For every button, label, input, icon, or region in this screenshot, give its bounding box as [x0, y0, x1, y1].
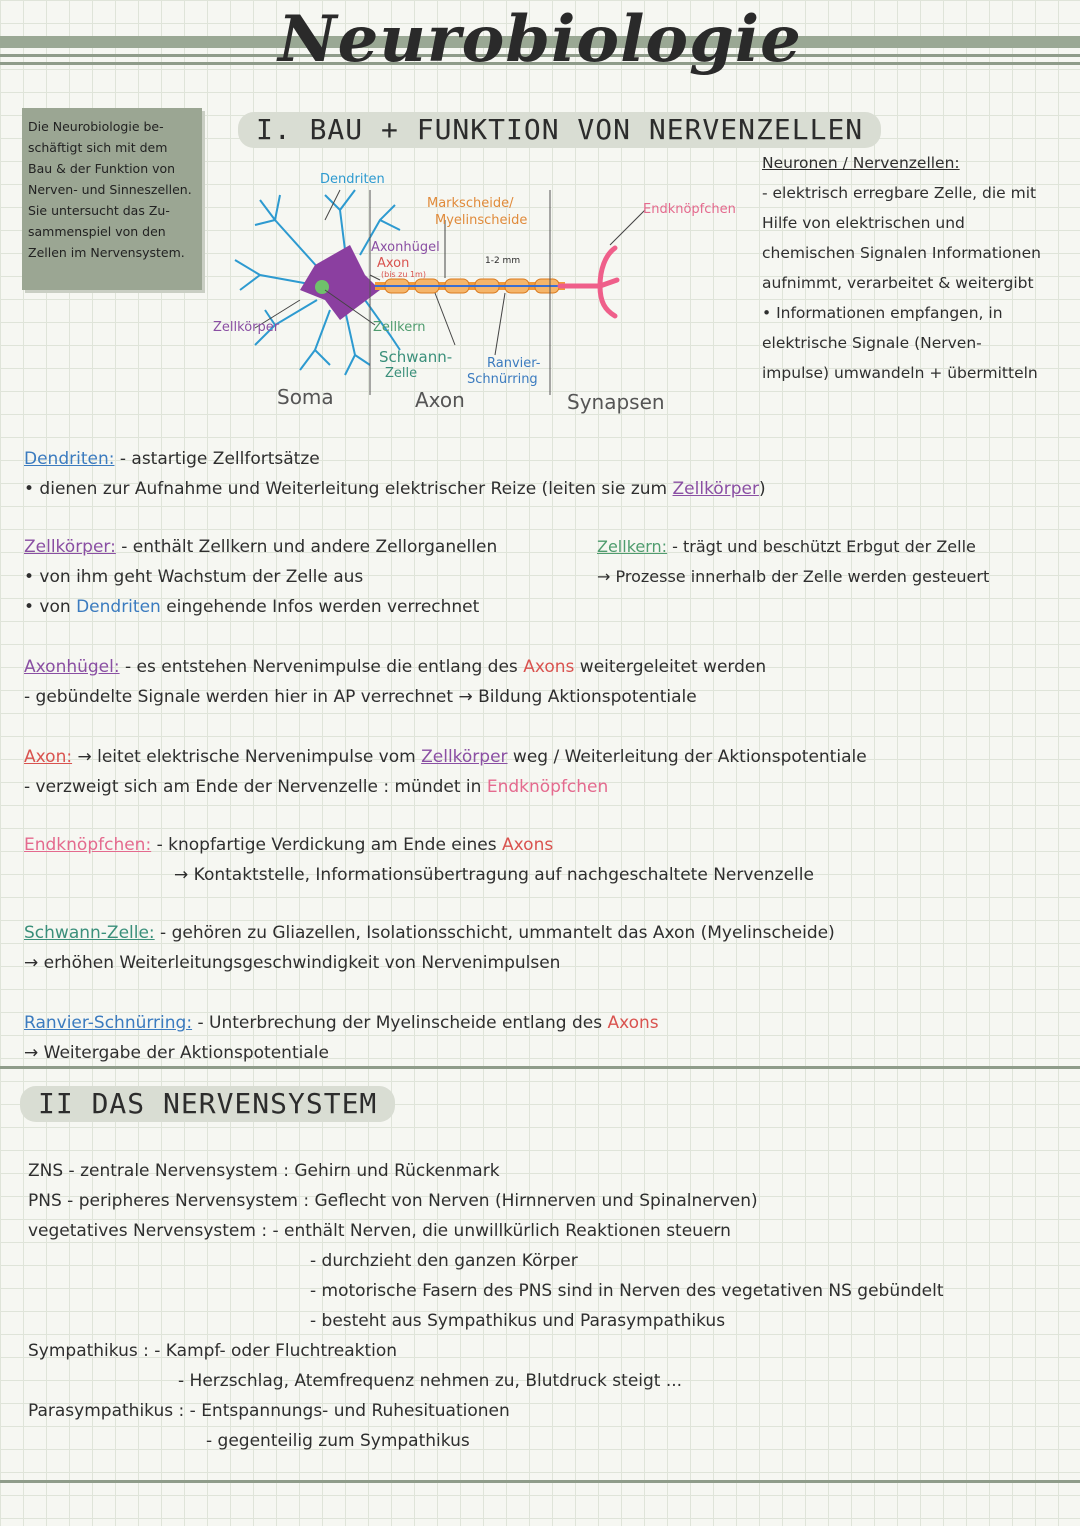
def-line: [24, 918, 835, 948]
note-line: Bau & der Funktion von: [28, 161, 176, 176]
label-scale: 1-2 mm: [485, 256, 521, 266]
section2-heading: II DAS NERVENSYSTEM: [20, 1086, 395, 1122]
def-line: [24, 652, 766, 682]
term-dendriten: Dendriten:: [24, 449, 115, 469]
label-axonhuegel: Axonhügel: [371, 240, 440, 255]
section1-heading: I. BAU + FUNKTION VON NERVENZELLEN: [238, 112, 881, 148]
term-axonhuegel: Axonhügel:: [24, 657, 120, 677]
label-ranvier-2: Schnürring: [467, 372, 538, 387]
intro-note: [22, 108, 202, 290]
ns-line-veg: vegetatives Nervensystem : - enthält Nerven, die unwillkürlich Reaktionen steuern: [28, 1221, 731, 1241]
page-title: Neurobiologie: [278, 2, 802, 77]
def-zellkoerper: [24, 532, 497, 622]
def-text: eingehende Infos werden verrechnet: [160, 597, 480, 617]
soma-shape: [300, 245, 380, 320]
term-zellkoerper: Zellkörper:: [24, 537, 116, 557]
def-line: [24, 474, 766, 504]
label-schwann-2: Zelle: [385, 366, 418, 381]
label-axon: Axon: [415, 388, 465, 412]
def-line: [24, 532, 497, 562]
label-endknoepfchen: Endknöpfchen: [643, 202, 736, 217]
def-text: • von: [24, 597, 77, 617]
neurons-line: Hilfe von elektrischen und: [762, 214, 965, 232]
term-axon: Axon:: [24, 747, 73, 767]
def-text: • dienen zur Aufnahme und Weiterleitung elektrischer Reize (leiten sie zum: [24, 479, 673, 499]
neurons-line: elektrische Signale (Nerven-: [762, 334, 982, 352]
label-zellkern: Zellkern: [373, 320, 426, 335]
neurons-heading: Neuronen / Nervenzellen:: [762, 154, 960, 172]
neurons-line: chemischen Signalen Informationen: [762, 244, 1041, 262]
label-ranvier-1: Ranvier-: [487, 356, 541, 371]
def-line: [24, 1008, 659, 1038]
def-zellkern: [597, 532, 989, 592]
label-dendriten: Dendriten: [320, 172, 385, 187]
def-text: - enthält Zellkern und andere Zellorganellen: [115, 537, 498, 557]
def-text: ): [758, 479, 766, 499]
ref-axons: Axons: [502, 835, 554, 855]
def-text: - Unterbrechung der Myelinscheide entlang des: [192, 1013, 608, 1033]
def-line: [24, 742, 867, 772]
def-line: • von ihm geht Wachstum der Zelle aus: [24, 567, 364, 587]
note-line: Nerven- und Sinneszellen.: [28, 182, 192, 197]
label-soma: Soma: [277, 385, 334, 409]
def-text: - gehören zu Gliazellen, Isolationsschicht, ummantelt das Axon (Myelinscheide): [154, 923, 835, 943]
neurons-description: [762, 148, 1041, 388]
ns-line-para: - gegenteilig zum Sympathikus: [206, 1431, 470, 1451]
ns-line-veg: - besteht aus Sympathikus und Parasympathikus: [310, 1311, 726, 1331]
note-line: sammenspiel von den: [28, 224, 166, 239]
def-text: - astartige Zellfortsätze: [114, 449, 320, 469]
label-axon-size: (bis zu 1m): [381, 270, 426, 279]
def-line: → Kontaktstelle, Informationsübertragung auf nachgeschaltete Nervenzelle: [174, 865, 814, 885]
ref-zellkoerper: Zellkörper: [672, 479, 759, 499]
def-schwann: [24, 918, 835, 978]
neurons-line: aufnimmt, verarbeitet & weitergibt: [762, 274, 1034, 292]
def-line: → Prozesse innerhalb der Zelle werden gesteuert: [597, 567, 990, 586]
ref-axons: Axons: [523, 657, 575, 677]
term-ranvier: Ranvier-Schnürring:: [24, 1013, 193, 1033]
ref-axons: Axons: [607, 1013, 659, 1033]
label-myelinscheide: Myelinscheide: [435, 213, 528, 228]
term-zellkern: Zellkern:: [597, 537, 668, 556]
def-line: → Weitergabe der Aktionspotentiale: [24, 1043, 329, 1063]
ns-line-sym: - Herzschlag, Atemfrequenz nehmen zu, Blutdruck steigt ...: [178, 1371, 683, 1391]
def-text: - knopfartige Verdickung am Ende eines: [151, 835, 502, 855]
label-markscheide: Markscheide/: [427, 196, 514, 211]
ref-zellkoerper: Zellkörper: [421, 747, 508, 767]
ns-line-pns: PNS - peripheres Nervensystem : Geflecht von Nerven (Hirnnerven und Spinalnerven): [28, 1191, 758, 1211]
bottom-band: [0, 1480, 1080, 1483]
section-divider: [0, 1066, 1080, 1069]
def-text: - verzweigt sich am Ende der Nervenzelle : mündet in: [24, 777, 487, 797]
term-endknoepfchen: Endknöpfchen:: [24, 835, 152, 855]
def-line: [597, 532, 989, 562]
def-text: - trägt und beschützt Erbgut der Zelle: [667, 537, 976, 556]
note-line: schäftigt sich mit dem: [28, 140, 168, 155]
ref-endknoepfchen: Endknöpfchen: [486, 777, 609, 797]
neuron-diagram: [205, 160, 755, 420]
note-line: Zellen im Nervensystem.: [28, 245, 185, 260]
label-schwann-1: Schwann-: [379, 348, 453, 366]
def-line: [24, 772, 867, 802]
neurons-line: impulse) umwandeln + übermitteln: [762, 364, 1038, 382]
ns-line-sym: Sympathikus : - Kampf- oder Fluchtreaktion: [28, 1341, 398, 1361]
def-line: - gebündelte Signale werden hier in AP verrechnet → Bildung Aktionspotentiale: [24, 687, 697, 707]
def-text: weg / Weiterleitung der Aktionspotentiale: [507, 747, 867, 767]
label-zellkoerper: Zellkörper: [213, 320, 280, 335]
def-line: [24, 830, 814, 860]
ref-dendriten: Dendriten: [76, 597, 161, 617]
label-synapsen: Synapsen: [567, 390, 665, 414]
label-axon-small: Axon: [377, 256, 410, 271]
neurons-line: - elektrisch erregbare Zelle, die mit: [762, 184, 1037, 202]
ns-line-zns: ZNS - zentrale Nervensystem : Gehirn und Rückenmark: [28, 1161, 500, 1181]
def-text: - es entstehen Nervenimpulse die entlang des: [119, 657, 524, 677]
def-axonhuegel: [24, 652, 766, 712]
def-line: [24, 444, 766, 474]
note-line: Die Neurobiologie be-: [28, 119, 164, 134]
def-text: → leitet elektrische Nervenimpulse vom: [72, 747, 422, 767]
def-ranvier: [24, 1008, 659, 1068]
ns-line-para: Parasympathikus : - Entspannungs- und Ruhesituationen: [28, 1401, 510, 1421]
term-schwann: Schwann-Zelle:: [24, 923, 155, 943]
def-line: [24, 592, 497, 622]
ns-line-veg: - durchzieht den ganzen Körper: [310, 1251, 578, 1271]
def-endknoepfchen: [24, 830, 814, 890]
def-dendriten: [24, 444, 766, 504]
def-line: → erhöhen Weiterleitungsgeschwindigkeit von Nervenimpulsen: [24, 953, 561, 973]
def-axon: [24, 742, 867, 802]
neurons-line: • Informationen empfangen, in: [762, 304, 1003, 322]
ns-line-veg: - motorische Fasern des PNS sind in Nerven des vegetativen NS gebündelt: [310, 1281, 944, 1301]
nervous-system-notes: [28, 1156, 944, 1456]
note-line: Sie untersucht das Zu-: [28, 203, 170, 218]
def-text: weitergeleitet werden: [574, 657, 767, 677]
